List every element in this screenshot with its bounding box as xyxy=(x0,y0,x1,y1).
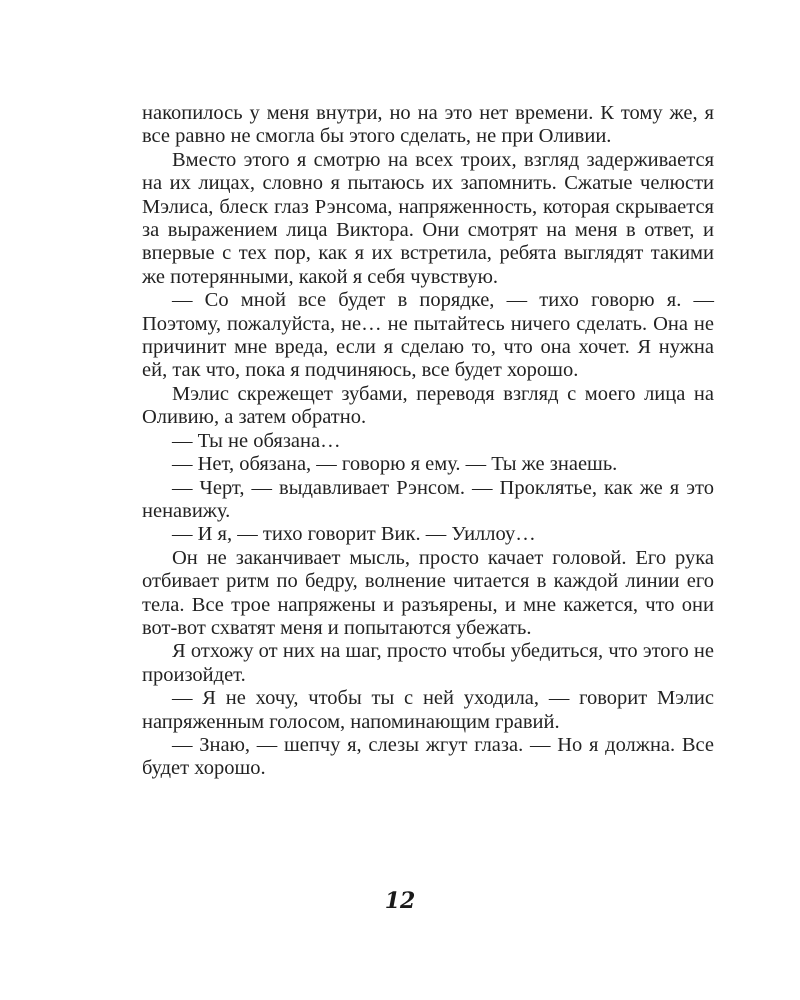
paragraph: — Ты не обязана… xyxy=(172,429,341,452)
paragraph: Он не заканчивает мысль, просто качает головой. Его рука отбивает ритм по бедру, волнение читается в каждой линии его тела. Все трое напряжены и разъярены, и мне кажется, что они вот-вот схватят меня и попытаются убежать. xyxy=(142,546,714,639)
paragraph: — Со мной все будет в порядке, — тихо говорю я. — Поэтому, пожалуйста, не… не пытайтесь ничего сделать. Она не причинит мне вреда, если я сделаю то, что она хочет. Я нужна ей, так что, пока я подчиняюсь, все будет хорошо. xyxy=(142,289,714,382)
paragraph: — Черт, — выдавливает Рэнсом. — Проклятье, как же я это ненавижу. xyxy=(142,476,714,522)
paragraph: Вместо этого я смотрю на всех троих, взгляд задерживается на их лицах, словно я пытаюсь их запомнить. Сжатые челюсти Мэлиса, блеск глаз Рэнсома, напряженность, которая скрывается за выражением лица Виктора. Они смотрят на меня в ответ, и впервые с тех пор, как я их встретила, ребята выглядят такими же потерянными, какой я себя чувствую. xyxy=(142,148,714,288)
paragraph: Мэлис скрежещет зубами, переводя взгляд с моего лица на Оливию, а затем обратно. xyxy=(142,382,714,429)
paragraph: — Я не хочу, чтобы ты с ней уходила, — говорит Мэлис напряженным голосом, напоминающим гравий. xyxy=(142,687,714,733)
paragraph: Я отхожу от них на шаг, просто чтобы убедиться, что этого не произойдет. xyxy=(142,640,714,686)
page-number: 12 xyxy=(384,888,416,914)
paragraph: — Знаю, — шепчу я, слезы жгут глаза. — Но я должна. Все будет хорошо. xyxy=(142,733,714,780)
paragraph: — Нет, обязана, — говорю я ему. — Ты же знаешь. xyxy=(172,453,618,476)
body-text xyxy=(142,102,714,781)
paragraph: — И я, — тихо говорит Вик. — Уиллоу… xyxy=(172,523,536,546)
paragraph: накопилось у меня внутри, но на это нет времени. К тому же, я все равно не смогла бы этого сделать, не при Оливии. xyxy=(142,102,714,148)
